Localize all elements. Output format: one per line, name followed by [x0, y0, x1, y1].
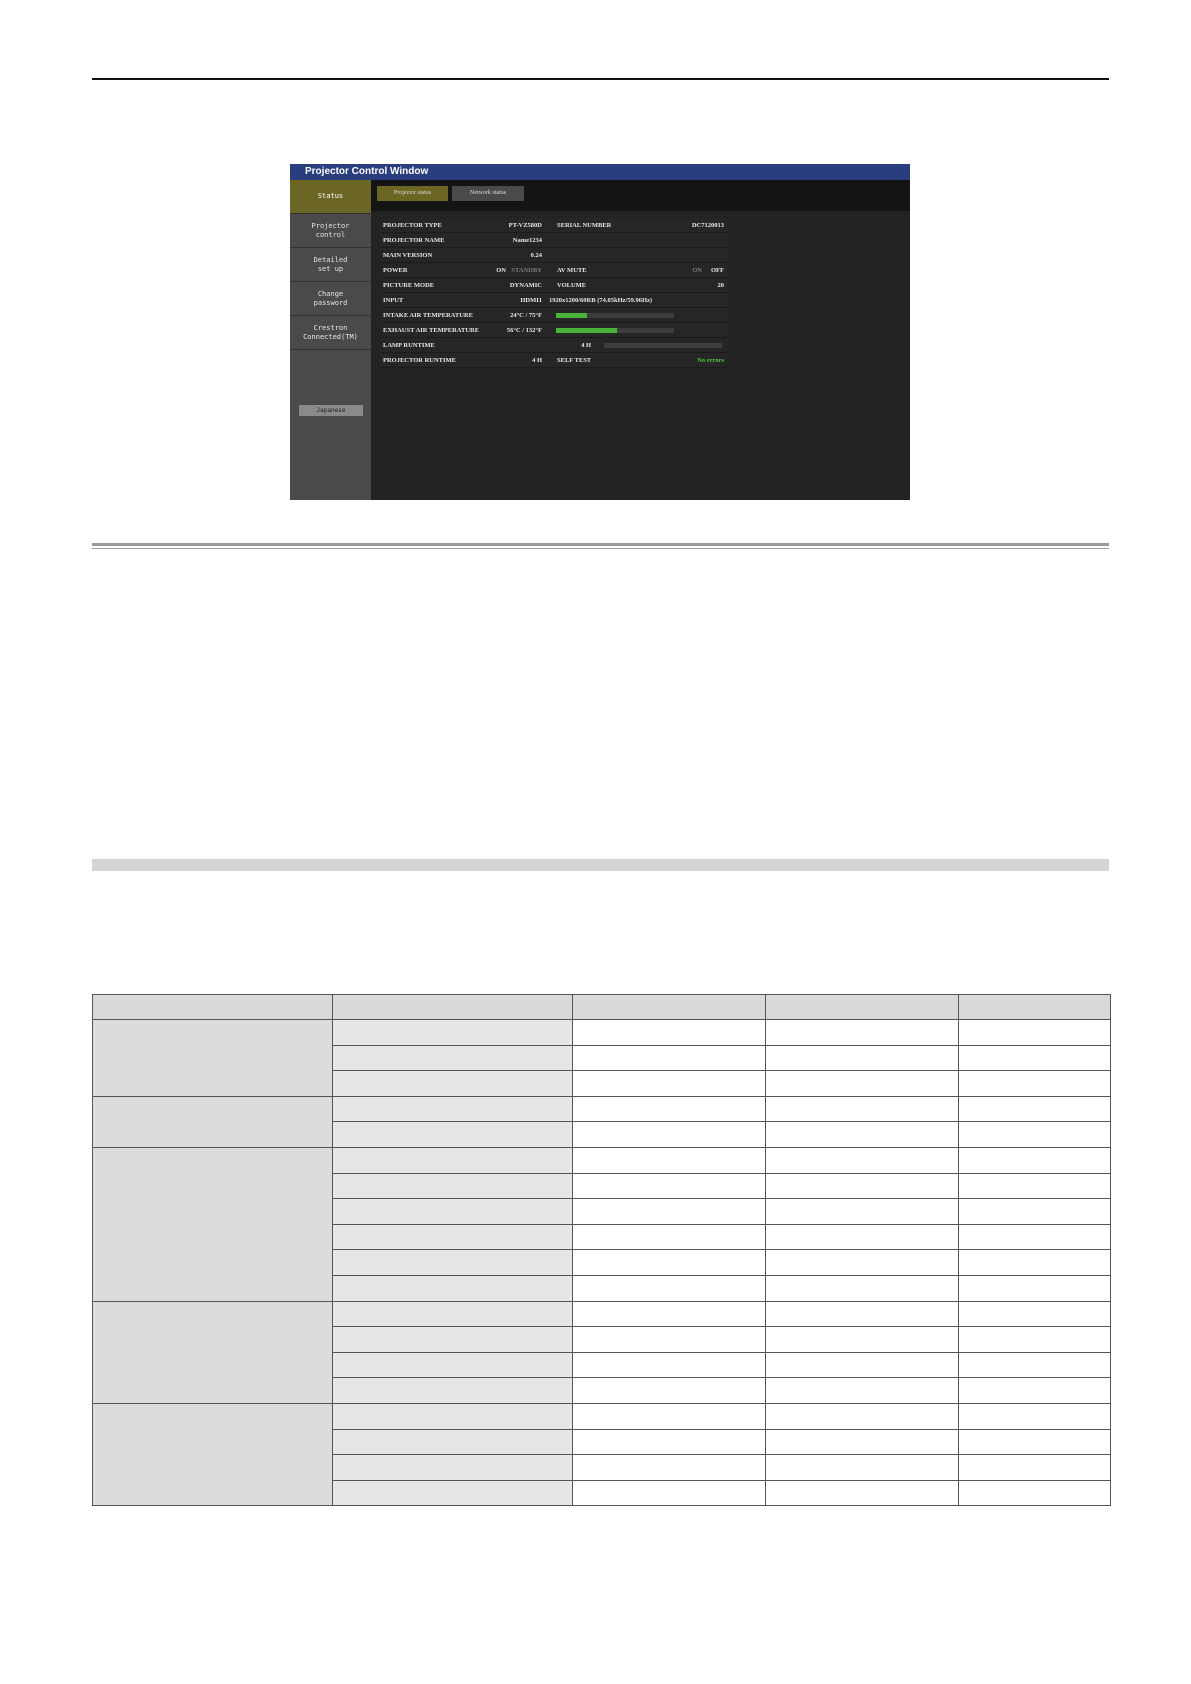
value-cell	[573, 1275, 766, 1301]
value-cell	[766, 1147, 959, 1173]
projector-control-window	[290, 164, 910, 500]
table-header-cell	[93, 995, 333, 1020]
projector-type-label: PROJECTOR TYPE	[383, 222, 442, 229]
value-cell	[573, 1301, 766, 1327]
table-header-cell	[333, 995, 573, 1020]
value-cell	[959, 1301, 1111, 1327]
item-cell	[333, 1301, 573, 1327]
item-cell	[333, 1147, 573, 1173]
item-cell	[333, 1020, 573, 1046]
value-cell	[573, 1020, 766, 1046]
sidebar-item-status[interactable]: Status	[290, 180, 371, 214]
status-row	[381, 248, 728, 263]
lamp-runtime-bar	[604, 343, 722, 348]
exhaust-temp-label: EXHAUST AIR TEMPERATURE	[383, 327, 480, 334]
sidebar-item-change-password[interactable]: Change password	[290, 282, 371, 316]
value-cell	[959, 1122, 1111, 1148]
item-cell	[333, 1275, 573, 1301]
language-button[interactable]: Japanese	[299, 405, 363, 416]
value-cell	[959, 1071, 1111, 1097]
item-cell	[333, 1224, 573, 1250]
status-row	[381, 338, 728, 353]
intake-temp-label: INTAKE AIR TEMPERATURE	[383, 312, 473, 319]
item-cell	[333, 1122, 573, 1148]
power-label: POWER	[383, 267, 408, 274]
value-cell	[766, 1480, 959, 1506]
group-cell	[93, 1403, 333, 1505]
value-cell	[766, 1096, 959, 1122]
value-cell	[959, 1147, 1111, 1173]
value-cell	[766, 1352, 959, 1378]
value-cell	[573, 1071, 766, 1097]
value-cell	[573, 1455, 766, 1481]
intake-temp-value: 24°C / 75°F	[510, 312, 542, 319]
value-cell	[573, 1429, 766, 1455]
status-row	[381, 308, 728, 323]
lamp-runtime-label: LAMP RUNTIME	[383, 342, 435, 349]
value-cell	[766, 1199, 959, 1225]
item-cell	[333, 1480, 573, 1506]
item-cell	[333, 1250, 573, 1276]
value-cell	[959, 1275, 1111, 1301]
self-test-label: SELF TEST	[557, 357, 592, 364]
value-cell	[573, 1122, 766, 1148]
item-cell	[333, 1403, 573, 1429]
value-cell	[959, 1045, 1111, 1071]
value-cell	[766, 1429, 959, 1455]
self-test-value: No errors	[697, 357, 724, 364]
value-cell	[766, 1301, 959, 1327]
value-cell	[766, 1071, 959, 1097]
exhaust-temp-bar-fill	[556, 328, 617, 333]
table-header-cell	[766, 995, 959, 1020]
item-cell	[333, 1173, 573, 1199]
table-row	[93, 1301, 1111, 1327]
item-cell	[333, 1429, 573, 1455]
power-standby-value: STANDBY	[511, 267, 542, 274]
picture-mode-value: DYNAMIC	[509, 282, 542, 289]
value-cell	[573, 1147, 766, 1173]
item-cell	[333, 1352, 573, 1378]
section-band	[92, 859, 1109, 871]
value-cell	[959, 1096, 1111, 1122]
intake-temp-bar-fill	[556, 313, 587, 318]
data-table	[92, 994, 1111, 1506]
value-cell	[766, 1275, 959, 1301]
serial-number-label: SERIAL NUMBER	[557, 222, 612, 229]
value-cell	[573, 1173, 766, 1199]
intake-temp-bar	[556, 313, 674, 318]
main-version-label: MAIN VERSION	[383, 252, 433, 259]
input-signal-value: 1920x1200/60RB (74.05kHz/59.96Hz)	[549, 297, 653, 304]
table-header-cell	[959, 995, 1111, 1020]
item-cell	[333, 1071, 573, 1097]
value-cell	[766, 1403, 959, 1429]
av-mute-off-value: OFF	[711, 267, 724, 274]
item-cell	[333, 1327, 573, 1353]
power-on-value: ON	[496, 267, 506, 274]
value-cell	[766, 1327, 959, 1353]
volume-value: 20	[717, 282, 724, 289]
group-cell	[93, 1096, 333, 1147]
value-cell	[959, 1224, 1111, 1250]
value-cell	[766, 1020, 959, 1046]
sidebar	[290, 180, 371, 500]
value-cell	[959, 1199, 1111, 1225]
volume-label: VOLUME	[557, 282, 587, 289]
value-cell	[959, 1429, 1111, 1455]
window-title: Projector Control Window	[290, 164, 910, 180]
group-cell	[93, 1301, 333, 1403]
status-row	[381, 263, 728, 278]
value-cell	[766, 1455, 959, 1481]
status-row	[381, 293, 728, 308]
value-cell	[573, 1352, 766, 1378]
value-cell	[959, 1020, 1111, 1046]
tab-network-status[interactable]: Network status	[452, 186, 524, 201]
sidebar-item-detailed-set-up[interactable]: Detailed set up	[290, 248, 371, 282]
av-mute-on-value: ON	[692, 267, 702, 274]
item-cell	[333, 1096, 573, 1122]
status-row	[381, 278, 728, 293]
sidebar-item-projector-control[interactable]: Projector control	[290, 214, 371, 248]
projector-runtime-label: PROJECTOR RUNTIME	[383, 357, 457, 364]
item-cell	[333, 1045, 573, 1071]
status-row	[381, 323, 728, 338]
value-cell	[959, 1173, 1111, 1199]
header-rule	[92, 78, 1109, 80]
value-cell	[573, 1327, 766, 1353]
value-cell	[766, 1250, 959, 1276]
item-cell	[333, 1199, 573, 1225]
status-panel	[381, 218, 728, 368]
value-cell	[959, 1480, 1111, 1506]
value-cell	[573, 1199, 766, 1225]
table-header-row	[93, 995, 1111, 1020]
value-cell	[766, 1045, 959, 1071]
table-row	[93, 1096, 1111, 1122]
value-cell	[959, 1378, 1111, 1404]
projector-type-value: PT-VZ580D	[508, 222, 542, 229]
item-cell	[333, 1455, 573, 1481]
value-cell	[573, 1403, 766, 1429]
value-cell	[959, 1352, 1111, 1378]
group-cell	[93, 1020, 333, 1097]
value-cell	[959, 1327, 1111, 1353]
projector-name-label: PROJECTOR NAME	[383, 237, 445, 244]
table-row	[93, 1020, 1111, 1046]
sidebar-item-crestron[interactable]: Crestron Connected(TM)	[290, 316, 371, 350]
value-cell	[766, 1173, 959, 1199]
value-cell	[573, 1378, 766, 1404]
status-row	[381, 233, 728, 248]
table-row	[93, 1403, 1111, 1429]
projector-runtime-value: 4 H	[532, 357, 542, 364]
value-cell	[959, 1250, 1111, 1276]
main-version-value: 0.24	[530, 252, 542, 259]
picture-mode-label: PICTURE MODE	[383, 282, 435, 289]
exhaust-temp-value: 56°C / 132°F	[506, 327, 542, 334]
input-label: INPUT	[383, 297, 404, 304]
av-mute-label: AV MUTE	[557, 267, 587, 274]
value-cell	[573, 1224, 766, 1250]
tab-bar	[371, 180, 910, 211]
value-cell	[573, 1480, 766, 1506]
serial-number-value: DC7120013	[691, 222, 724, 229]
lamp-runtime-value: 4 H	[581, 342, 591, 349]
status-row	[381, 353, 728, 368]
value-cell	[959, 1403, 1111, 1429]
item-cell	[333, 1378, 573, 1404]
table-header-cell	[573, 995, 766, 1020]
value-cell	[766, 1122, 959, 1148]
input-value: HDMI1	[520, 297, 542, 304]
value-cell	[959, 1455, 1111, 1481]
value-cell	[573, 1045, 766, 1071]
value-cell	[766, 1224, 959, 1250]
section-divider	[92, 543, 1109, 549]
value-cell	[766, 1378, 959, 1404]
value-cell	[573, 1250, 766, 1276]
value-cell	[573, 1096, 766, 1122]
status-row	[381, 218, 728, 233]
tab-projector-status[interactable]: Projector status	[377, 186, 448, 201]
table-row	[93, 1147, 1111, 1173]
group-cell	[93, 1147, 333, 1301]
projector-name-value: Name1234	[512, 237, 542, 244]
exhaust-temp-bar	[556, 328, 674, 333]
